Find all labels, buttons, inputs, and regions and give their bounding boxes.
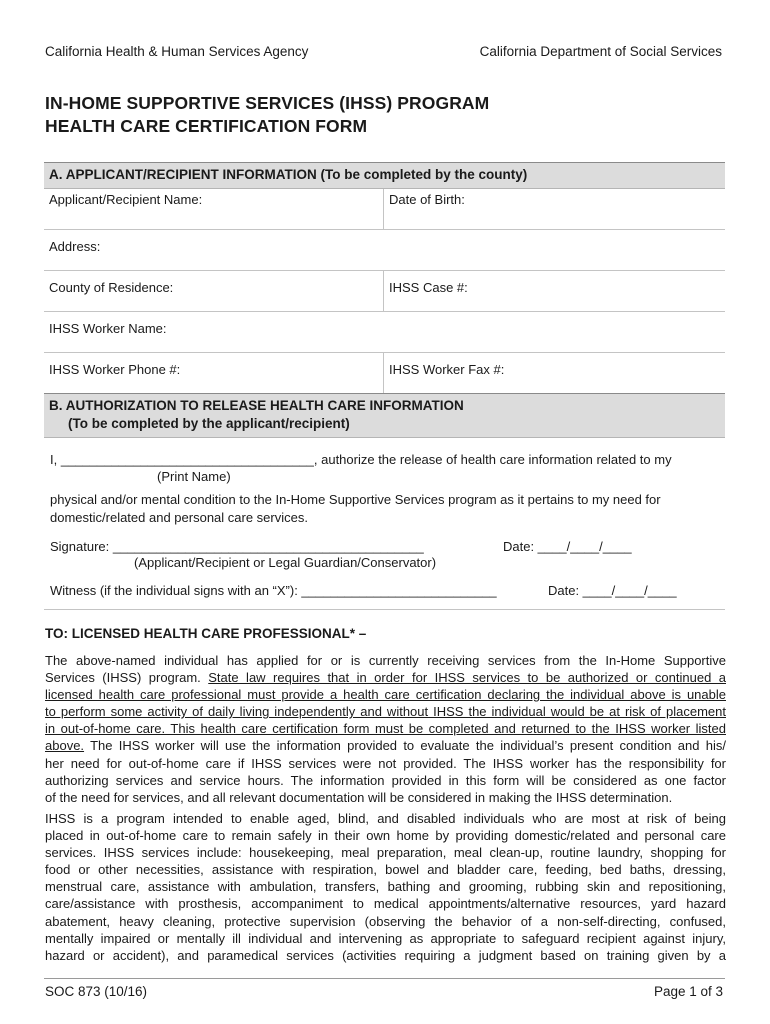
signature-date[interactable]: Date: ____/____/____ xyxy=(503,539,632,554)
row-name-dob xyxy=(44,189,725,230)
footer-rule xyxy=(44,978,725,979)
intro-line: Services (IHSS) program. State law requires that in order for IHSS services to be authorized or continued a xyxy=(45,670,727,686)
intro-line: her need for out-of-home care if IHSS services were not provided. The IHSS worker has the responsibility for xyxy=(45,755,726,771)
intro-line: in out-of-home care. This health care certification form must be completed and returned to the IHSS worker listed xyxy=(45,721,726,737)
ihss-worker-phone-field[interactable]: IHSS Worker Phone #: xyxy=(49,362,181,377)
authorization-line: I, ___________________________________, authorize the release of health care information related to my xyxy=(50,452,672,467)
agency-right: California Department of Social Services xyxy=(479,44,722,59)
form-title-line1: IN-HOME SUPPORTIVE SERVICES (IHSS) PROGRAM xyxy=(45,93,490,113)
page-number: Page 1 of 3 xyxy=(653,984,723,999)
form-number: SOC 873 (10/16) xyxy=(45,984,148,999)
form-title xyxy=(45,92,489,138)
description-line: abatement, heavy cleaning, protective supervision (observing the behavior of a non-self-directing, confused, xyxy=(45,913,726,929)
to-professional-heading: TO: LICENSED HEALTH CARE PROFESSIONAL* – xyxy=(45,626,367,641)
description-line: services. IHSS services include: housekeeping, meal preparation, meal clean-up, routine laundry, shopping for xyxy=(45,845,726,861)
authorization-paragraph: physical and/or mental condition to the In-Home Supportive Services program as it pertains to my need for domestic/related and personal care services. xyxy=(50,492,661,525)
intro-line: of the need for services, and all relevant documentation will be considered in making the IHSS determination. xyxy=(45,789,673,805)
intro-paragraph xyxy=(45,652,726,806)
section-a xyxy=(44,162,725,393)
form-title-line2: HEALTH CARE CERTIFICATION FORM xyxy=(45,116,368,136)
intro-line: The above-named individual has applied for or is currently receiving services from the In-Home Supportive xyxy=(45,653,726,668)
ihss-case-number-field[interactable]: IHSS Case #: xyxy=(389,280,468,295)
date-of-birth-field[interactable]: Date of Birth: xyxy=(389,192,465,207)
ihss-description-paragraph xyxy=(45,810,726,964)
section-b xyxy=(44,393,725,438)
ihss-worker-fax-field[interactable]: IHSS Worker Fax #: xyxy=(389,362,505,377)
applicant-name-field[interactable]: Applicant/Recipient Name: xyxy=(49,192,203,207)
intro-line: authorizing services and service hours. The information provided in this form will be considered as one factor xyxy=(45,772,726,788)
witness-date[interactable]: Date: ____/____/____ xyxy=(548,583,677,598)
description-line: hazard or accident), and paramedical services (activities requiring a judgment based on training given by a xyxy=(45,947,726,963)
section-b-heading xyxy=(44,393,725,438)
description-line: IHSS is a program intended to enable aged, blind, and disabled individuals who are most at risk of being xyxy=(45,811,726,826)
description-line: mentally impaired or mentally ill individual and intervening as appropriate to safeguard recipient against injury, xyxy=(45,930,726,946)
section-b-heading-line2: (To be completed by the applicant/recipient) xyxy=(68,416,350,431)
description-line: menstrual care, assistance with ambulation, transfers, bathing and grooming, rubbing skin and repositioning, xyxy=(45,879,726,895)
row-worker-phone-fax xyxy=(44,353,725,393)
intro-line: above. The IHSS worker will use the information provided to evaluate the individual’s present condition and his/ xyxy=(45,738,726,754)
address-field[interactable]: Address: xyxy=(49,239,101,254)
intro-line: licensed health care professional must provide a health care certification declaring the individual above is unable xyxy=(45,687,726,703)
section-b-heading-line1: B. AUTHORIZATION TO RELEASE HEALTH CARE INFORMATION xyxy=(49,398,464,413)
description-line: placed in out-of-home care to remain safely in their own home by providing domestic/related and personal care xyxy=(45,828,726,844)
signature-caption: (Applicant/Recipient or Legal Guardian/Conservator) xyxy=(134,555,437,570)
ihss-worker-name-field[interactable]: IHSS Worker Name: xyxy=(49,321,167,336)
county-of-residence-field[interactable]: County of Residence: xyxy=(49,280,174,295)
section-a-heading: A. APPLICANT/RECIPIENT INFORMATION (To be completed by the county) xyxy=(44,162,725,189)
description-line: care/assistance with prosthesis, accompaniment to medical appointments/alternative resources, yard hazard xyxy=(45,896,726,912)
row-county-case xyxy=(44,271,725,312)
print-name-caption: (Print Name) xyxy=(157,469,231,484)
row-worker-name xyxy=(44,312,725,353)
agency-left: California Health & Human Services Agency xyxy=(45,44,309,59)
row-address xyxy=(44,230,725,271)
signature-line[interactable]: Signature: ___________________________________________ xyxy=(50,539,424,554)
witness-line[interactable]: Witness (if the individual signs with an “X”): ___________________________ xyxy=(50,583,497,598)
intro-line: to perform some activity of daily living independently and without IHSS the individual would be at risk of placement xyxy=(45,704,726,720)
description-line: food or other necessities, assistance with respiration, bowel and bladder care, feeding, bed baths, dressing, xyxy=(45,862,726,878)
section-b-bottom-rule xyxy=(44,609,725,610)
